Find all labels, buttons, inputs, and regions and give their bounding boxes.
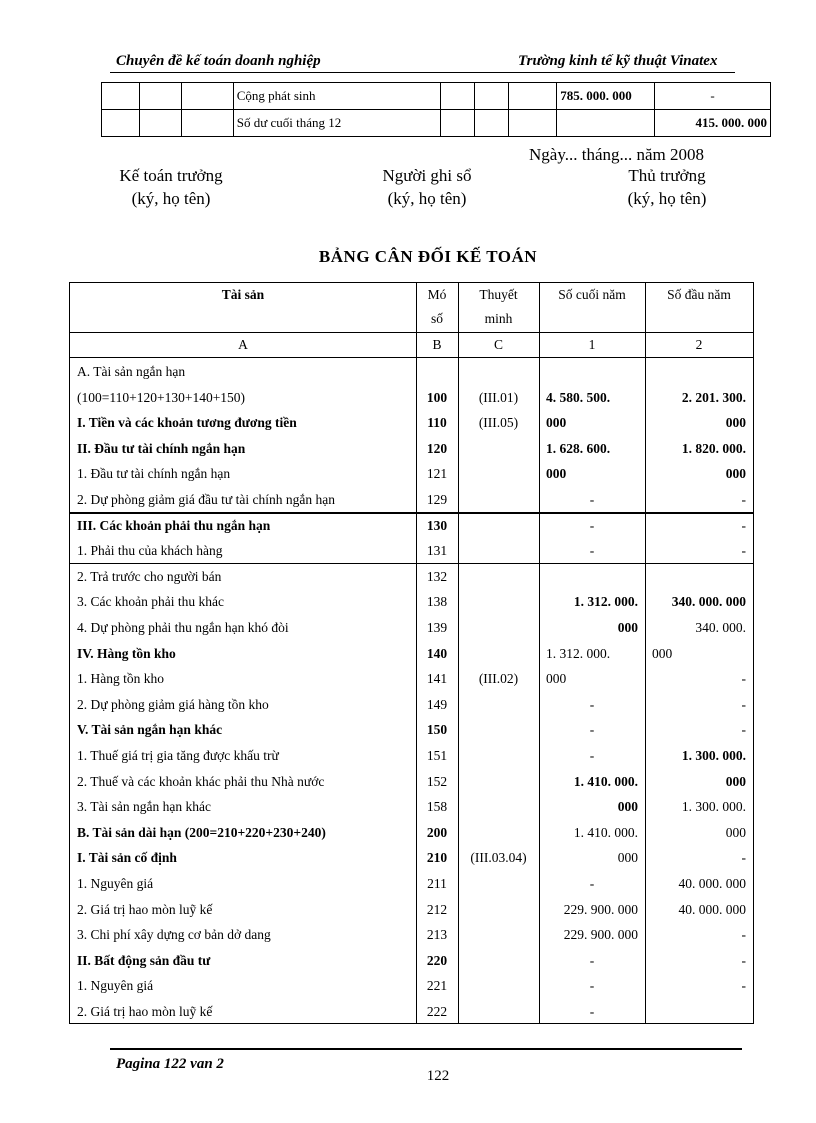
header-code-line2: số <box>430 311 443 326</box>
row-begin-value: - <box>741 671 746 687</box>
row-end-value: 1. 410. 000. <box>573 773 638 789</box>
ledger-credit: 415. 000. 000 <box>655 110 771 137</box>
row-note <box>458 948 539 974</box>
row-begin-value: 000 <box>725 773 746 789</box>
row-code: 130 <box>426 517 448 533</box>
signature-chief-accountant <box>106 166 236 209</box>
row-end-value: - <box>589 876 595 891</box>
row-begin-value: 2. 201. 300. <box>681 389 746 405</box>
row-label: 2. Trả trước cho người bán <box>77 568 222 584</box>
row-end-value: - <box>589 543 595 559</box>
row-note <box>458 564 539 590</box>
header-begin-of-year: Số đầu năm <box>667 287 731 302</box>
row-end-value: 229. 900. 000 <box>563 901 638 917</box>
row-end-value: 000 <box>546 466 567 482</box>
row-begin-value <box>645 359 753 385</box>
row-divider <box>70 332 753 333</box>
balance-sheet-table <box>69 282 754 1024</box>
row-begin-value: 340. 000. 000 <box>671 594 746 610</box>
ledger-debit: 785. 000. 000 <box>557 83 655 110</box>
row-note <box>458 359 539 385</box>
page-number: 122 <box>426 1068 450 1084</box>
row-begin-value: 1. 820. 000. <box>681 440 746 456</box>
row-label: 1. Nguyên giá <box>77 978 154 994</box>
row-code: 149 <box>426 696 448 712</box>
row-label: III. Các khoản phải thu ngắn hạn <box>77 517 271 533</box>
row-code: 222 <box>426 1004 448 1019</box>
header-code-line1: Mó <box>427 287 447 302</box>
row-code: 211 <box>427 876 447 891</box>
row-code: 151 <box>426 748 448 763</box>
row-label: 2. Thuế và các khoản khác phải thu Nhà nước <box>77 773 325 789</box>
row-note <box>458 717 539 743</box>
row-end-value: 000 <box>617 850 638 866</box>
header-asset: Tài sản <box>221 287 265 302</box>
row-end-value: - <box>589 517 595 533</box>
row-code: 150 <box>426 722 448 738</box>
header-left: Chuyên đề kế toán doanh nghiệp <box>116 53 321 69</box>
row-end-value: 229. 900. 000 <box>563 927 638 943</box>
row-note <box>458 794 539 820</box>
row-note <box>458 769 539 795</box>
row-note <box>458 436 539 462</box>
signature-director <box>602 166 732 209</box>
row-end-value: 1. 410. 000. <box>573 824 638 840</box>
row-code: 212 <box>426 901 448 917</box>
row-end-value: - <box>589 722 595 738</box>
row-label: II. Bất động sản đầu tư <box>77 952 211 968</box>
row-label: 1. Nguyên giá <box>77 876 154 891</box>
header-note-line1: Thuyết <box>479 287 518 302</box>
row-note: (III.02) <box>478 671 519 687</box>
row-label: 1. Phải thu của khách hàng <box>77 543 223 559</box>
row-begin-value: 40. 000. 000 <box>678 876 746 891</box>
row-end-value: - <box>589 492 595 507</box>
row-begin-value: - <box>741 543 746 559</box>
row-note <box>458 589 539 615</box>
header-rule <box>110 72 735 73</box>
row-code: 139 <box>426 620 448 635</box>
ledger-label: Cộng phát sinh <box>233 83 441 110</box>
row-begin-value: 000 <box>652 645 673 661</box>
signature-note: (ký, họ tên) <box>627 189 707 208</box>
header-right: Trường kinh tế kỹ thuật Vinatex <box>518 53 718 69</box>
row-label: B. Tài sản dài hạn (200=210+220+230+240) <box>77 824 326 840</box>
row-end-value: 000 <box>617 620 638 635</box>
row-end-value: 1. 312. 000. <box>573 594 638 610</box>
header-end-of-year: Số cuối năm <box>558 287 626 302</box>
row-label: 2. Dự phòng giảm giá đầu tư tài chính ngắn hạn <box>77 492 335 507</box>
row-code: 140 <box>426 645 448 661</box>
row-begin-value: 000 <box>725 824 746 840</box>
row-end-value: - <box>589 748 595 763</box>
row-code: 110 <box>427 415 447 431</box>
row-end-value: 4. 580. 500. <box>546 389 611 405</box>
row-begin-value: 40. 000. 000 <box>678 901 746 917</box>
row-begin-value: - <box>741 850 746 866</box>
index-2: 2 <box>695 337 703 352</box>
row-note <box>458 487 539 513</box>
row-label: 2. Giá trị hao mòn luỹ kế <box>77 901 213 917</box>
row-end-value: - <box>589 978 595 994</box>
signature-note: (ký, họ tên) <box>131 189 211 208</box>
row-code: 120 <box>426 440 448 456</box>
row-code: 221 <box>426 978 448 994</box>
row-note <box>458 615 539 641</box>
row-note: (III.01) <box>478 389 519 405</box>
row-note <box>458 513 539 539</box>
row-end-value: 1. 312. 000. <box>546 645 611 661</box>
row-begin-value: - <box>741 696 746 712</box>
ledger-row <box>102 83 771 110</box>
row-note <box>458 999 539 1025</box>
row-end-value: 000 <box>546 671 567 687</box>
row-note <box>458 820 539 846</box>
row-begin-value: - <box>741 927 746 943</box>
row-code: 132 <box>426 568 448 584</box>
row-label: 2. Giá trị hao mòn luỹ kế <box>77 1004 213 1019</box>
row-code: 158 <box>426 799 448 815</box>
index-b: B <box>432 337 442 352</box>
row-code: 138 <box>426 594 448 610</box>
row-end-value <box>539 359 645 385</box>
row-label: 1. Đầu tư tài chính ngắn hạn <box>77 466 231 482</box>
index-1: 1 <box>588 337 596 352</box>
row-code: 141 <box>426 671 448 687</box>
index-a: A <box>238 337 248 352</box>
row-code: 129 <box>426 492 448 507</box>
row-note <box>458 692 539 718</box>
row-code <box>416 359 458 385</box>
row-label: 2. Dự phòng giảm giá hàng tồn kho <box>77 696 269 712</box>
row-label: 3. Tài sản ngắn hạn khác <box>77 799 211 815</box>
row-label: I. Tiền và các khoản tương đương tiền <box>77 415 297 431</box>
row-label: (100=110+120+130+140+150) <box>77 389 246 405</box>
row-note <box>458 922 539 948</box>
row-begin-value: 1. 300. 000. <box>681 748 746 763</box>
row-begin-value <box>645 564 753 590</box>
row-code: 200 <box>426 824 448 840</box>
row-end-value: - <box>589 1004 595 1019</box>
row-code: 152 <box>426 773 448 789</box>
row-code: 210 <box>426 850 448 866</box>
ledger-row <box>102 110 771 137</box>
ledger-debit <box>557 110 655 137</box>
row-begin-value: - <box>741 978 746 994</box>
row-code: 121 <box>426 466 448 482</box>
row-note <box>458 538 539 564</box>
row-begin-value: 000 <box>725 415 746 431</box>
ledger-table <box>101 82 771 137</box>
index-c: C <box>493 337 503 352</box>
date-line: Ngày... tháng... năm 2008 <box>529 145 705 164</box>
row-code: 131 <box>426 543 448 559</box>
row-note <box>458 743 539 769</box>
signature-bookkeeper <box>362 166 492 209</box>
row-end-value: 000 <box>546 415 567 431</box>
row-note <box>458 871 539 897</box>
row-note: (III.03.04) <box>470 850 527 866</box>
row-begin-value: 000 <box>725 466 746 482</box>
row-note <box>458 641 539 667</box>
row-begin-value: - <box>741 517 746 533</box>
row-begin-value <box>645 999 753 1025</box>
signature-role: Người ghi sổ <box>382 166 472 185</box>
row-note <box>458 897 539 923</box>
header-note-line2: minh <box>484 311 513 326</box>
signature-note: (ký, họ tên) <box>387 189 467 208</box>
row-label: 4. Dự phòng phải thu ngắn hạn khó đòi <box>77 620 289 635</box>
row-label: I. Tài sản cố định <box>77 850 177 866</box>
row-end-value: 000 <box>617 799 638 815</box>
footer-left: Pagina 122 van 2 <box>116 1056 224 1072</box>
row-label: IV. Hàng tồn kho <box>77 645 176 661</box>
row-note <box>458 461 539 487</box>
row-label: 1. Thuế giá trị gia tăng được khấu trừ <box>77 748 279 763</box>
row-end-value <box>539 564 645 590</box>
signature-role: Thủ trưởng <box>628 166 706 185</box>
row-divider <box>70 357 753 358</box>
row-end-value: - <box>589 696 595 712</box>
page-title: BẢNG CÂN ĐỐI KẾ TOÁN <box>318 247 538 266</box>
row-label: 1. Hàng tồn kho <box>77 671 164 687</box>
row-code: 100 <box>426 389 448 405</box>
row-begin-value: - <box>741 722 746 738</box>
row-label: A. Tài sản ngắn hạn <box>77 364 186 379</box>
row-code: 220 <box>426 952 448 968</box>
row-note: (III.05) <box>478 415 519 431</box>
row-code: 213 <box>426 927 448 943</box>
footer-rule <box>110 1048 742 1050</box>
row-begin-value: 1. 300. 000. <box>681 799 746 815</box>
row-label: V. Tài sản ngắn hạn khác <box>77 722 223 738</box>
row-begin-value: - <box>741 952 746 968</box>
row-end-value: 1. 628. 600. <box>546 440 611 456</box>
row-end-value: - <box>589 952 595 968</box>
ledger-credit: - <box>655 83 771 110</box>
signature-role: Kế toán trưởng <box>119 166 223 185</box>
row-label: 3. Các khoản phải thu khác <box>77 594 224 610</box>
row-label: 3. Chi phí xây dựng cơ bản dở dang <box>77 927 271 943</box>
row-label: II. Đầu tư tài chính ngắn hạn <box>77 440 246 456</box>
row-note <box>458 973 539 999</box>
ledger-label: Số dư cuối tháng 12 <box>233 110 441 137</box>
row-begin-value: 340. 000. <box>695 620 746 635</box>
row-begin-value: - <box>741 492 746 507</box>
